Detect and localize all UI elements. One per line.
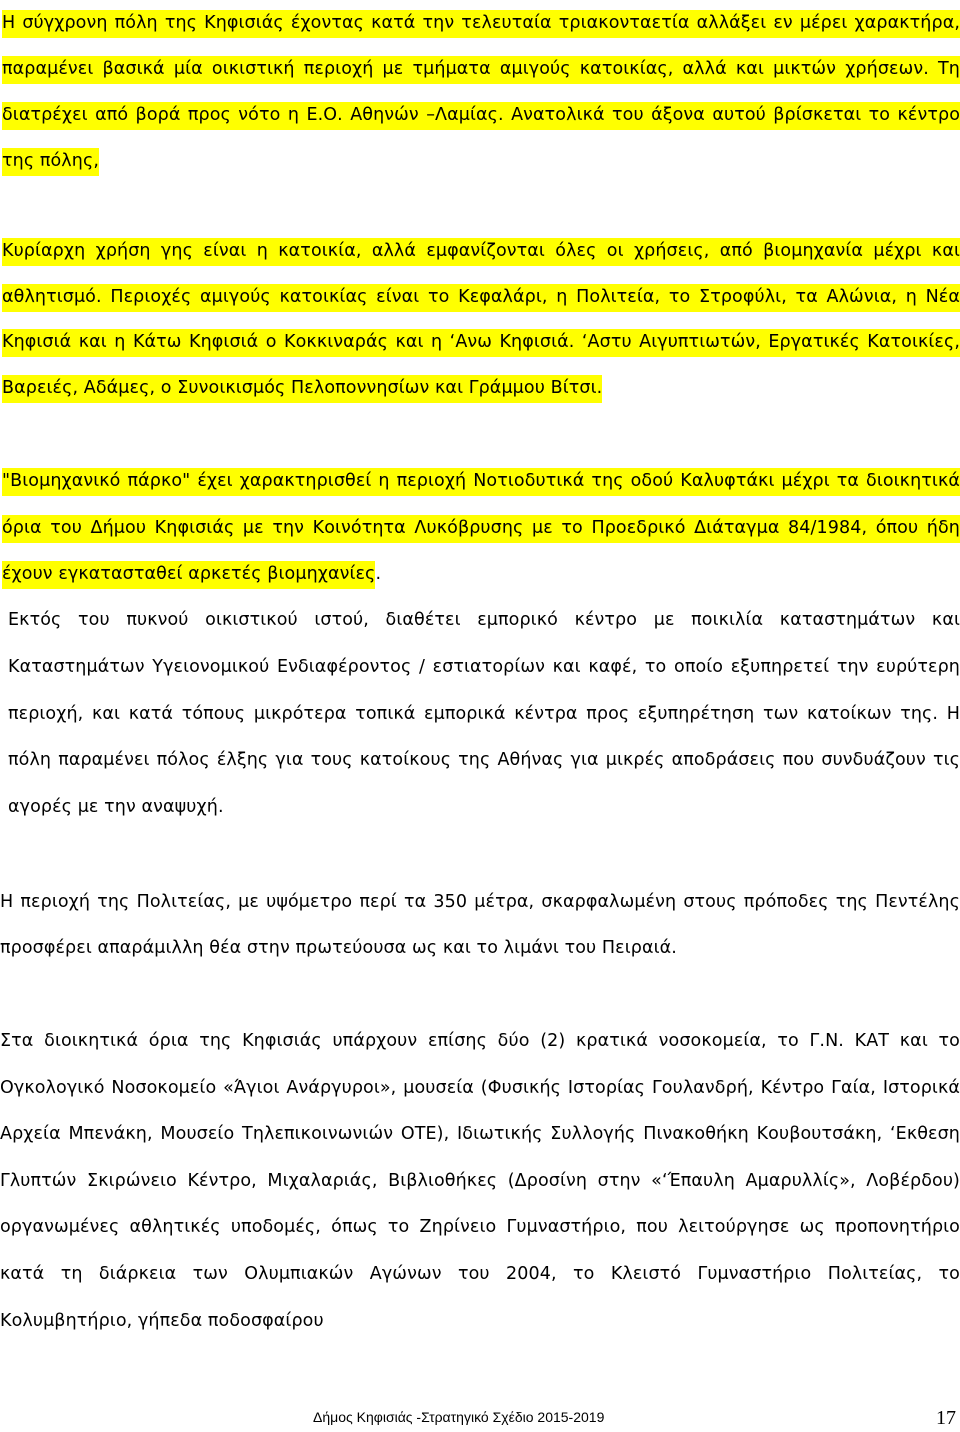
highlighted-text: Η σύγχρονη πόλη της Κηφισιάς έχοντας κατά την τελευταία τριακονταετία αλλάξει εν μέρει χαρακτήρα, παραμένει βασικά μία οικιστική περιοχή με τμήματα αμιγούς κατοικίας, αλλά και μικτών χρήσεων. Τη διατρέχει από βορά προς νότο η Ε.Ο. Αθηνών –Λαμίας. Ανατολικά του άξονα αυτού βρίσκεται το κέντρο της πόλης, bbox=[2, 10, 960, 176]
paragraph-end-period: . bbox=[375, 564, 382, 584]
paragraph-city-overview bbox=[0, 0, 960, 184]
paragraph-text: Στα διοικητικά όρια της Κηφισιάς υπάρχουν επίσης δύο (2) κρατικά νοσοκομεία, το Γ.Ν. ΚΑΤ και το Ογκολογικό Νοσοκομείο «Άγιοι Ανάργυροι», μουσεία (Φυσικής Ιστορίας Γουλανδρή, Κέντρο Γαία, Ιστορικά Αρχεία Μπενάκη, Μουσείο Τηλεπικοινωνιών ΟΤΕ), Ιδιωτικής Συλλογής Πινακοθήκη Κουβουτσάκη, ‘Εκθεση Γλυπτών Σκιρώνειο Κέντρο, Μιχαλαριάς, Βιβλιοθήκες (Δροσίνη στην «‘Έπαυλη Αμαρυλλίς», Λοβέρδου) οργανωμένες αθλητικές υποδομές, όπως το Ζηρίνειο Γυμναστήριο, που λειτούργησε ως προπονητήριο κατά τη διάρκεια των Ολυμπιακών Αγώνων του 2004, το Κλειστό Γυμναστήριο Πολιτείας, το Κολυμβητήριο, γήπεδα ποδοσφαίρου bbox=[0, 1031, 960, 1331]
paragraph-politeia-area bbox=[0, 879, 960, 971]
highlighted-text: Κυρίαρχη χρήση γης είναι η κατοικία, αλλά εμφανίζονται όλες οι χρήσεις, από βιομηχανία μέχρι και αθλητισμό. Περιοχές αμιγούς κατοικίας είναι το Κεφαλάρι, η Πολιτεία, το Στροφύλι, τα Αλώνια, η Νέα Κηφισιά και η Κάτω Κηφισιά ο Κοκκιναράς και η ‘Ανω Κηφισιά. ‘Αστυ Αιγυπτιωτών, Εργατικές Κατοικίες, Βαρειές, Αδάμες, ο Συνοικισμός Πελοποννησίων και Γράμμου Βίτσι. bbox=[2, 238, 960, 403]
page-footer bbox=[0, 1407, 960, 1431]
paragraph-text: Η περιοχή της Πολιτείας, με υψόμετρο περί τα 350 μέτρα, σκαρφαλωμένη στους πρόποδες της Πεντέλης προσφέρει απαράμιλλη θέα στην πρωτεύουσα ως και το λιμάνι του Πειραιά. bbox=[0, 892, 960, 958]
footer-title: Δήμος Κηφισιάς -Στρατηγικό Σχέδιο 2015-2019 bbox=[313, 1409, 605, 1425]
paragraph-commercial-center bbox=[0, 597, 960, 831]
paragraph-text: Εκτός του πυκνού οικιστικού ιστού, διαθέτει εμπορικό κέντρο με ποικιλία καταστημάτων και Καταστημάτων Υγειονομικού Ενδιαφέροντος / εστιατορίων και καφέ, το οποίο εξυπηρετεί την ευρύτερη περιοχή, και κατά τόπους μικρότερα τοπικά εμπορικά κέντρα προς εξυπηρέτηση των κατοίκων της. Η πόλη παραμένει πόλος έλξης για τους κατοίκους της Αθήνας για μικρές αποδράσεις που συνδυάζουν τις αγορές με την αναψυχή. bbox=[8, 610, 960, 818]
highlighted-text: "Βιομηχανικό πάρκο" έχει χαρακτηρισθεί η περιοχή Νοτιοδυτικά της οδού Καλυφτάκι μέχρι τα διοικητικά όρια του Δήμου Κηφισιάς με την Κοινότητα Λυκόβρυσης με το Προεδρικό Διάταγμα 84/1984, όπου ήδη έχουν εγκατασταθεί αρκετές βιομηχανίες bbox=[2, 468, 960, 589]
paragraph-facilities bbox=[0, 1018, 960, 1344]
paragraph-land-use bbox=[0, 229, 960, 411]
paragraph-industrial-park bbox=[0, 458, 960, 598]
page-number: 17 bbox=[936, 1407, 956, 1429]
